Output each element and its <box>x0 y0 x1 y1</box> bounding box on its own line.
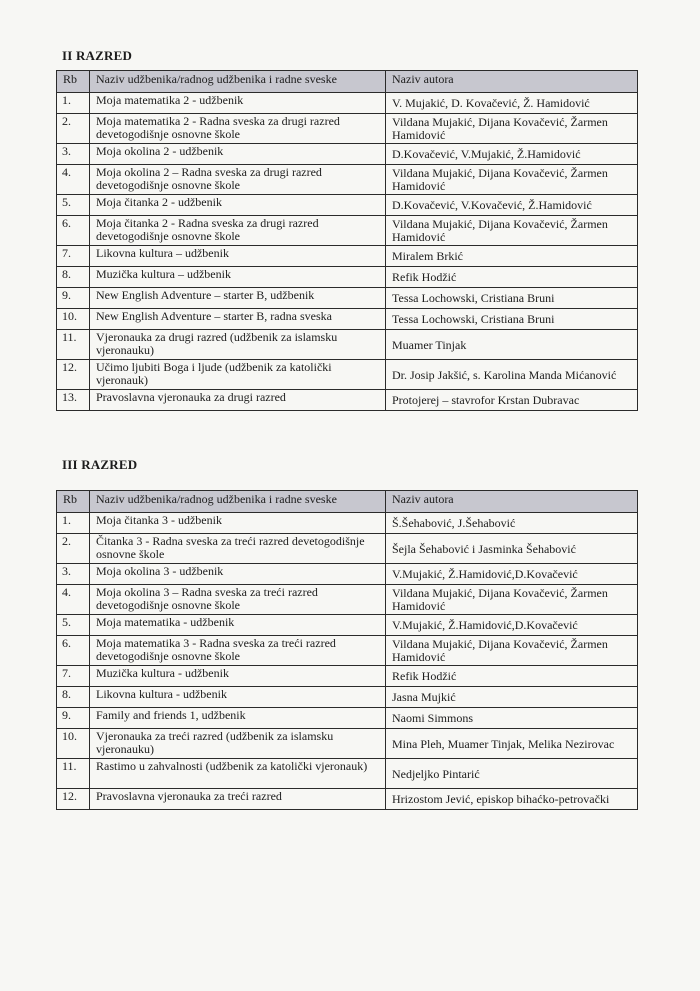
table-row <box>57 93 638 114</box>
book-title: Likovna kultura – udžbenik <box>90 246 386 267</box>
book-author: Vildana Mujakić, Dijana Kovačević, Žarmen Hamidović <box>386 216 638 246</box>
table-row <box>57 729 638 759</box>
table-row <box>57 114 638 144</box>
book-author: V. Mujakić, D. Kovačević, Ž. Hamidović <box>386 93 638 114</box>
book-title: Moja čitanka 3 - udžbenik <box>90 513 386 534</box>
book-author: Muamer Tinjak <box>386 330 638 360</box>
row-number: 4. <box>57 585 90 615</box>
book-author: Jasna Mujkić <box>386 687 638 708</box>
row-number: 12. <box>57 360 90 390</box>
table-row <box>57 708 638 729</box>
book-author: Tessa Lochowski, Cristiana Bruni <box>386 288 638 309</box>
book-author: D.Kovačević, V.Mujakić, Ž.Hamidović <box>386 144 638 165</box>
book-title: Family and friends 1, udžbenik <box>90 708 386 729</box>
book-author: V.Mujakić, Ž.Hamidović,D.Kovačević <box>386 564 638 585</box>
table-row <box>57 390 638 411</box>
book-title: Moja matematika - udžbenik <box>90 615 386 636</box>
row-number: 5. <box>57 195 90 216</box>
book-author: Dr. Josip Jakšić, s. Karolina Manda Mićanović <box>386 360 638 390</box>
row-number: 10. <box>57 309 90 330</box>
book-title: New English Adventure – starter B, radna sveska <box>90 309 386 330</box>
book-title: Moja matematika 3 - Radna sveska za treći razred devetogodišnje osnovne škole <box>90 636 386 666</box>
book-author: Vildana Mujakić, Dijana Kovačević, Žarmen Hamidović <box>386 114 638 144</box>
table-row <box>57 195 638 216</box>
table-row <box>57 666 638 687</box>
row-number: 8. <box>57 687 90 708</box>
row-number: 9. <box>57 708 90 729</box>
books-table-iii-razred <box>56 490 638 810</box>
book-author: D.Kovačević, V.Kovačević, Ž.Hamidović <box>386 195 638 216</box>
book-author: Š.Šehabović, J.Šehabović <box>386 513 638 534</box>
book-title: Čitanka 3 - Radna sveska za treći razred devetogodišnje osnovne škole <box>90 534 386 564</box>
row-number: 10. <box>57 729 90 759</box>
column-header-author: Naziv autora <box>386 491 638 513</box>
column-header-title: Naziv udžbenika/radnog udžbenika i radne sveske <box>90 71 386 93</box>
book-title: Pravoslavna vjeronauka za treći razred <box>90 789 386 810</box>
table-row <box>57 246 638 267</box>
table-row <box>57 330 638 360</box>
table-row <box>57 759 638 789</box>
table-row <box>57 360 638 390</box>
section-title-iii-razred: III RAZRED <box>62 457 138 472</box>
row-number: 4. <box>57 165 90 195</box>
table-row <box>57 144 638 165</box>
table-row <box>57 687 638 708</box>
book-title: Moja matematika 2 - Radna sveska za drugi razred devetogodišnje osnovne škole <box>90 114 386 144</box>
table-row <box>57 789 638 810</box>
book-author: Hrizostom Jević, episkop bihaćko-petrovački <box>386 789 638 810</box>
table-row <box>57 615 638 636</box>
section-title-ii-razred: II RAZRED <box>62 48 133 63</box>
row-number: 12. <box>57 789 90 810</box>
book-title: Rastimo u zahvalnosti (udžbenik za katolički vjeronauk) <box>90 759 386 789</box>
row-number: 1. <box>57 93 90 114</box>
book-author: Mina Pleh, Muamer Tinjak, Melika Nezirovac <box>386 729 638 759</box>
row-number: 1. <box>57 513 90 534</box>
book-author: Vildana Mujakić, Dijana Kovačević, Žarmen Hamidović <box>386 165 638 195</box>
book-title: Pravoslavna vjeronauka za drugi razred <box>90 390 386 411</box>
table-header-row <box>57 491 638 513</box>
book-author: Refik Hodžić <box>386 267 638 288</box>
row-number: 7. <box>57 666 90 687</box>
row-number: 13. <box>57 390 90 411</box>
book-author: Vildana Mujakić, Dijana Kovačević, Žarmen Hamidović <box>386 585 638 615</box>
book-title: Moja čitanka 2 - Radna sveska za drugi razred devetogodišnje osnovne škole <box>90 216 386 246</box>
row-number: 9. <box>57 288 90 309</box>
book-title: Muzička kultura – udžbenik <box>90 267 386 288</box>
column-header-rb: Rb <box>57 491 90 513</box>
row-number: 2. <box>57 114 90 144</box>
row-number: 2. <box>57 534 90 564</box>
book-title: Učimo ljubiti Boga i ljude (udžbenik za katolički vjeronauk) <box>90 360 386 390</box>
book-title: Vjeronauka za drugi razred (udžbenik za islamsku vjeronauku) <box>90 330 386 360</box>
book-author: Šejla Šehabović i Jasminka Šehabović <box>386 534 638 564</box>
book-author: Vildana Mujakić, Dijana Kovačević, Žarmen Hamidović <box>386 636 638 666</box>
table-row <box>57 216 638 246</box>
row-number: 6. <box>57 636 90 666</box>
row-number: 11. <box>57 330 90 360</box>
table-row <box>57 585 638 615</box>
book-author: Nedjeljko Pintarić <box>386 759 638 789</box>
table-row <box>57 267 638 288</box>
book-author: Protojerej – stavrofor Krstan Dubravac <box>386 390 638 411</box>
row-number: 8. <box>57 267 90 288</box>
book-title: Moja okolina 2 - udžbenik <box>90 144 386 165</box>
column-header-title: Naziv udžbenika/radnog udžbenika i radne sveske <box>90 491 386 513</box>
table-row <box>57 309 638 330</box>
book-title: Moja čitanka 2 - udžbenik <box>90 195 386 216</box>
table-row <box>57 288 638 309</box>
books-table-ii-razred <box>56 70 638 411</box>
row-number: 3. <box>57 564 90 585</box>
table-row <box>57 534 638 564</box>
table-header-row <box>57 71 638 93</box>
row-number: 6. <box>57 216 90 246</box>
row-number: 7. <box>57 246 90 267</box>
table-row <box>57 165 638 195</box>
book-title: Moja okolina 3 - udžbenik <box>90 564 386 585</box>
column-header-author: Naziv autora <box>386 71 638 93</box>
book-title: Likovna kultura - udžbenik <box>90 687 386 708</box>
table-row <box>57 513 638 534</box>
book-title: Moja okolina 3 – Radna sveska za treći razred devetogodišnje osnovne škole <box>90 585 386 615</box>
book-title: Moja matematika 2 - udžbenik <box>90 93 386 114</box>
row-number: 5. <box>57 615 90 636</box>
book-author: V.Mujakić, Ž.Hamidović,D.Kovačević <box>386 615 638 636</box>
book-title: New English Adventure – starter B, udžbenik <box>90 288 386 309</box>
book-author: Naomi Simmons <box>386 708 638 729</box>
book-title: Muzička kultura - udžbenik <box>90 666 386 687</box>
row-number: 11. <box>57 759 90 789</box>
column-header-rb: Rb <box>57 71 90 93</box>
book-title: Vjeronauka za treći razred (udžbenik za islamsku vjeronauku) <box>90 729 386 759</box>
book-author: Tessa Lochowski, Cristiana Bruni <box>386 309 638 330</box>
book-author: Miralem Brkić <box>386 246 638 267</box>
book-title: Moja okolina 2 – Radna sveska za drugi razred devetogodišnje osnovne škole <box>90 165 386 195</box>
book-author: Refik Hodžić <box>386 666 638 687</box>
table-row <box>57 564 638 585</box>
row-number: 3. <box>57 144 90 165</box>
table-row <box>57 636 638 666</box>
